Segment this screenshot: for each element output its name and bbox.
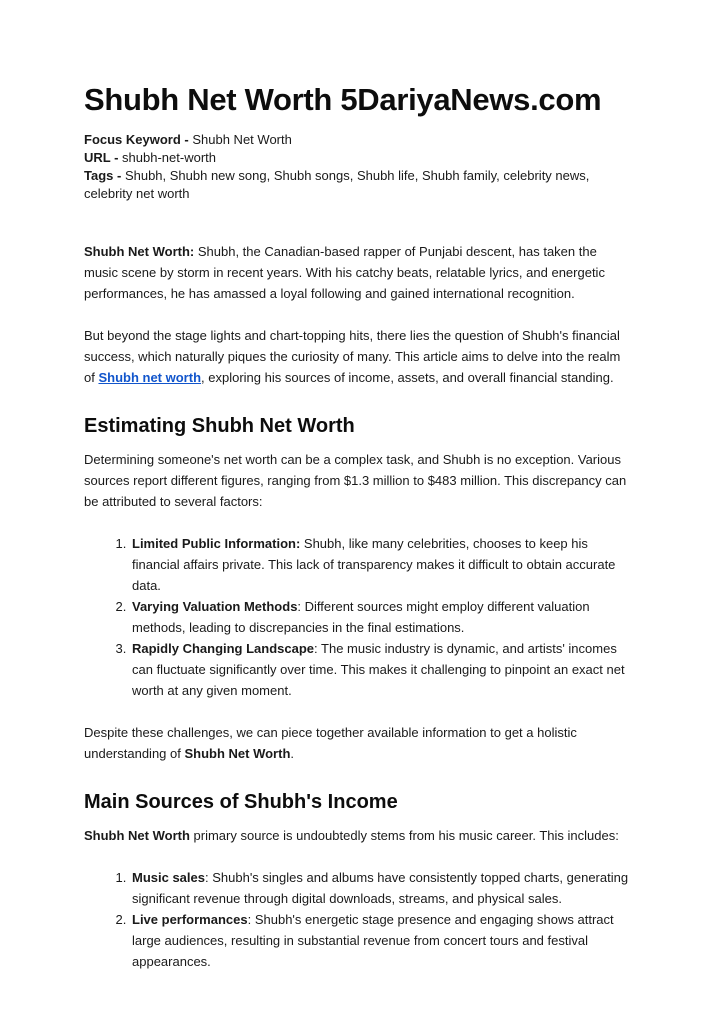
section-heading-income-sources: Main Sources of Shubh's Income [84,790,398,813]
estimating-intro-paragraph: Determining someone's net worth can be a complex task, and Shubh is no exception. Various sources report different figures, ranging from $1.3 million to $483 million. This discrepancy can be attributed to several factors: [84,451,627,509]
estimating-factors-list [84,533,634,701]
meta-focus-keyword-label: Focus Keyword - [84,131,193,147]
list-item-lead: Varying Valuation Methods [132,598,298,614]
sources-intro-text: primary source is undoubtedly stems from his music career. This includes: [189,827,619,843]
estimating-outro-after: . [290,745,295,761]
list-item-text: : The music industry is dynamic, and artists' incomes can fluctuate significantly over time. This makes it challenging to pinpoint an exact net worth at any given moment. [132,640,625,698]
estimating-outro-before: Despite these challenges, we can piece together available information to get a holistic understanding of [84,724,577,761]
intro-paragraph-2 [84,325,634,388]
meta-block [84,131,634,203]
list-item-text: : Different sources might employ different valuation methods, leading to discrepancies in the final estimations. [132,598,590,635]
list-item [130,596,634,638]
meta-focus-keyword-value: Shubh Net Worth [192,131,292,147]
meta-url-label: URL - [84,149,123,165]
meta-url-value: shubh-net-worth [122,149,216,165]
meta-tags-label: Tags - [84,167,125,183]
intro-paragraph-2-before: But beyond the stage lights and chart-topping hits, there lies the question of Shubh's financial success, which naturally piques the curiosity of many. This article aims to delve into the realm of [84,327,621,385]
list-item-lead: Music sales [132,869,205,885]
list-item-text: : Shubh's energetic stage presence and engaging shows attract large audiences, resulting in substantial revenue from concert tours and festival appearances. [132,911,614,969]
list-item-lead: Limited Public Information: [132,535,301,551]
intro-paragraph-2-after: , exploring his sources of income, assets, and overall financial standing. [201,369,614,385]
list-item [130,533,634,596]
list-item-text: : Shubh's singles and albums have consistently topped charts, generating significant revenue through digital downloads, streams, and physical sales. [132,869,629,906]
intro-paragraph-1-text: Shubh, the Canadian-based rapper of Punjabi descent, has taken the music scene by storm in recent years. With his catchy beats, relatable lyrics, and energetic performances, he has amassed a loyal following and gained international recognition. [84,243,605,301]
list-item [130,867,634,909]
meta-tags-value: Shubh, Shubh new song, Shubh songs, Shubh life, Shubh family, celebrity news, celebrity net worth [84,167,590,201]
estimating-outro-paragraph [84,722,634,764]
sources-intro-paragraph [84,825,634,846]
section-heading-estimating: Estimating Shubh Net Worth [84,414,355,437]
sources-intro-bold: Shubh Net Worth [84,827,190,843]
intro-paragraph-1 [84,241,634,304]
list-item-lead: Rapidly Changing Landscape [132,640,315,656]
estimating-outro-bold: Shubh Net Worth [184,745,291,761]
meta-focus-keyword [84,131,634,149]
intro-paragraph-1-lead: Shubh Net Worth: [84,243,195,259]
list-item [130,638,634,701]
income-sources-list [84,867,634,972]
page-title: Shubh Net Worth 5DariyaNews.com [84,82,602,117]
meta-url [84,149,634,167]
list-item [130,909,634,972]
list-item-text: Shubh, like many celebrities, chooses to keep his financial affairs private. This lack of transparency makes it difficult to obtain accurate data. [132,535,616,593]
shubh-net-worth-link[interactable]: Shubh net worth [98,369,202,385]
list-item-lead: Live performances [132,911,248,927]
meta-tags [84,167,634,203]
